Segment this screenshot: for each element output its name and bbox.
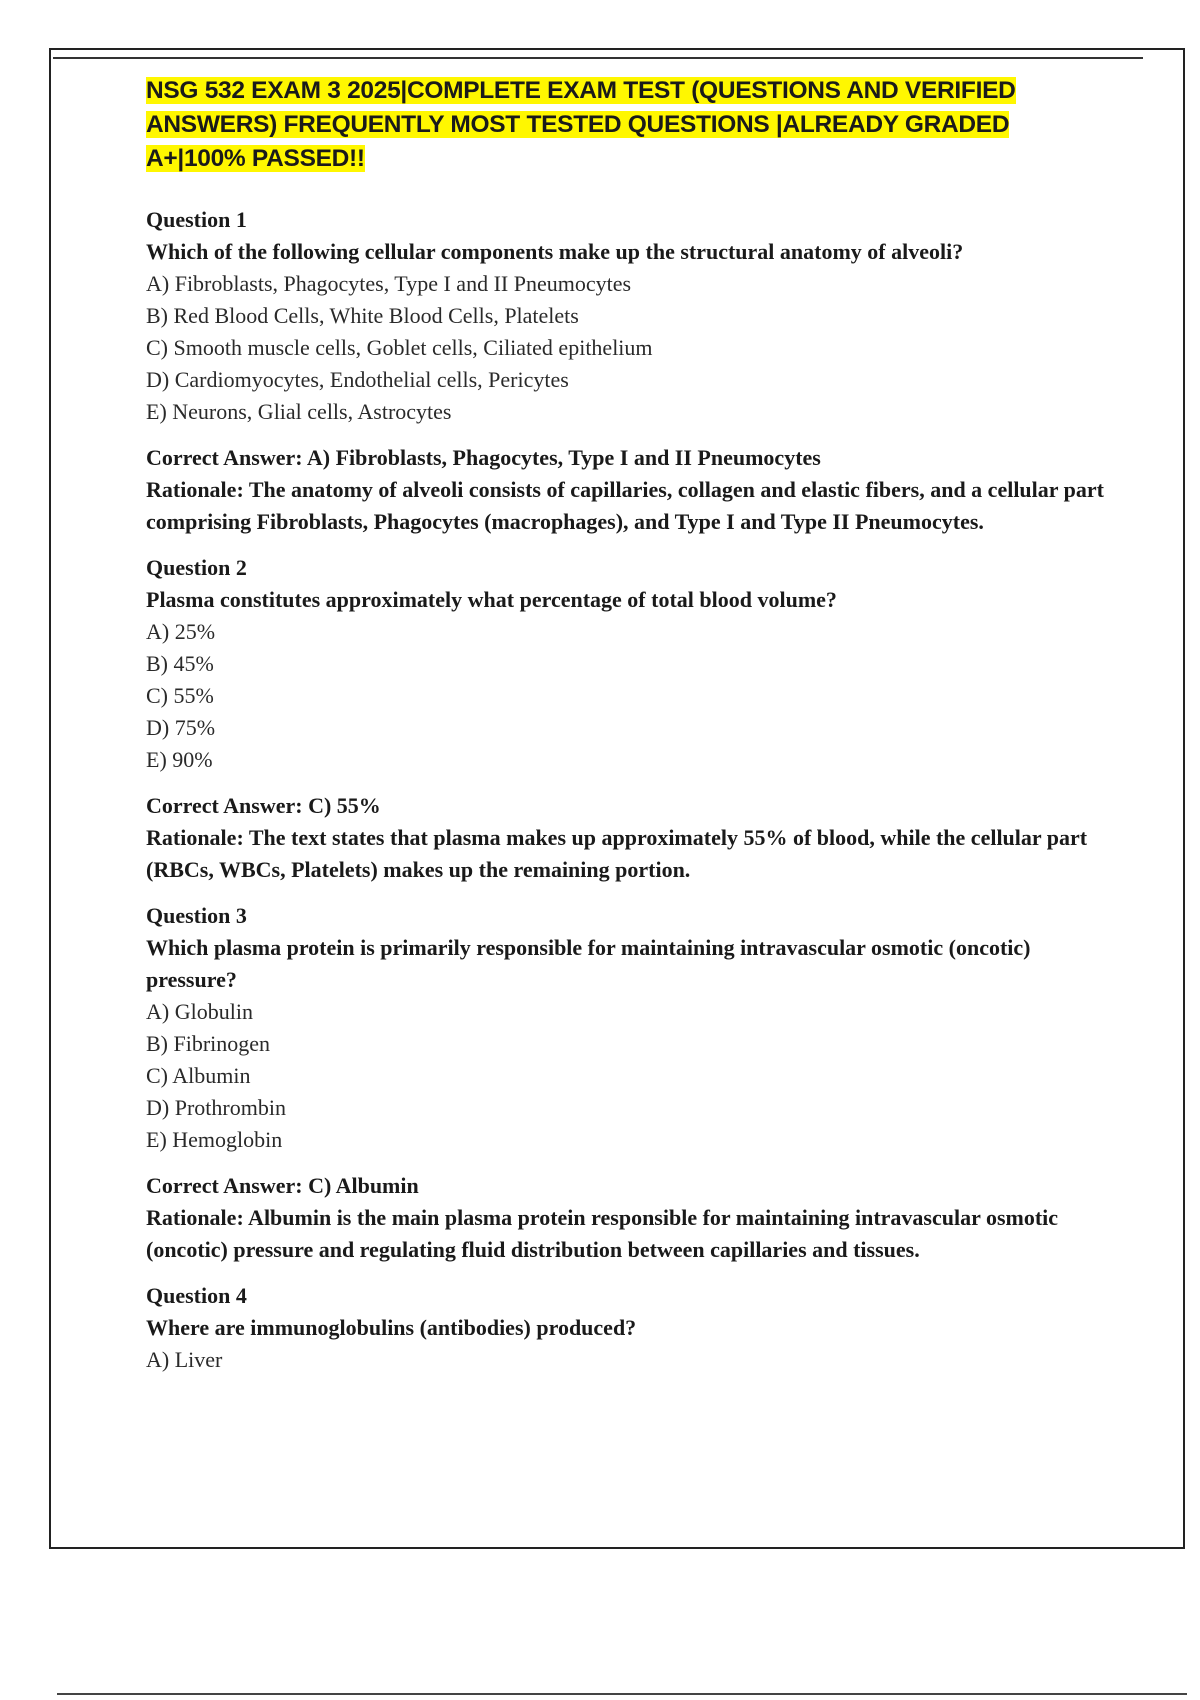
question-block [146,1280,1106,1376]
answer-option: B) Fibrinogen [146,1031,271,1056]
question-text: Where are immunoglobulins (antibodies) produced? [146,1315,637,1340]
question-label: Question 2 [146,555,247,580]
answer-option: D) Prothrombin [146,1095,286,1120]
question-label: Question 3 [146,903,247,928]
correct-answer: Correct Answer: C) 55% [146,793,381,818]
question-label: Question 1 [146,207,247,232]
answer-option: E) 90% [146,747,213,772]
answer-option: A) Liver [146,1347,223,1372]
rationale: Rationale: The text states that plasma makes up approximately 55% of blood, while the cellular part (RBCs, WBCs, Platelets) makes up the remaining portion. [146,825,1088,882]
question-block [146,552,1106,886]
answer-option: A) 25% [146,619,216,644]
title-line: ANSWERS) FREQUENTLY MOST TESTED QUESTIONS |ALREADY GRADED [146,111,1010,138]
question-block [146,900,1106,1266]
correct-answer: Correct Answer: C) Albumin [146,1173,419,1198]
answer-option: D) Cardiomyocytes, Endothelial cells, Pericytes [146,367,569,392]
rationale: Rationale: The anatomy of alveoli consists of capillaries, collagen and elastic fibers, and a cellular part comprising Fibroblasts, Phagocytes (macrophages), and Type I and Type II Pneumocytes. [146,477,1104,534]
title-line: A+|100% PASSED!! [146,145,365,172]
answer-option: C) 55% [146,683,214,708]
document-title [146,74,1106,176]
answer-option: B) Red Blood Cells, White Blood Cells, Platelets [146,303,579,328]
title-line: NSG 532 EXAM 3 2025|COMPLETE EXAM TEST (QUESTIONS AND VERIFIED [146,77,1016,104]
answer-option: C) Smooth muscle cells, Goblet cells, Ciliated epithelium [146,335,653,360]
answer-option: B) 45% [146,651,214,676]
answer-option: A) Fibroblasts, Phagocytes, Type I and II Pneumocytes [146,271,632,296]
rationale: Rationale: Albumin is the main plasma protein responsible for maintaining intravascular osmotic (oncotic) pressure and regulating fluid distribution between capillaries and tissues. [146,1205,1059,1262]
correct-answer: Correct Answer: A) Fibroblasts, Phagocytes, Type I and II Pneumocytes [146,445,821,470]
answer-option: C) Albumin [146,1063,251,1088]
question-text: Which of the following cellular components make up the structural anatomy of alveoli? [146,239,964,264]
answer-option: E) Hemoglobin [146,1127,283,1152]
answer-option: D) 75% [146,715,216,740]
document-content [146,74,1106,1390]
question-text: Which plasma protein is primarily responsible for maintaining intravascular osmotic (oncotic) pressure? [146,935,1031,992]
answer-option: A) Globulin [146,999,253,1024]
question-label: Question 4 [146,1283,247,1308]
question-block [146,204,1106,538]
answer-option: E) Neurons, Glial cells, Astrocytes [146,399,452,424]
question-text: Plasma constitutes approximately what percentage of total blood volume? [146,587,837,612]
bottom-rule [57,1693,1187,1695]
